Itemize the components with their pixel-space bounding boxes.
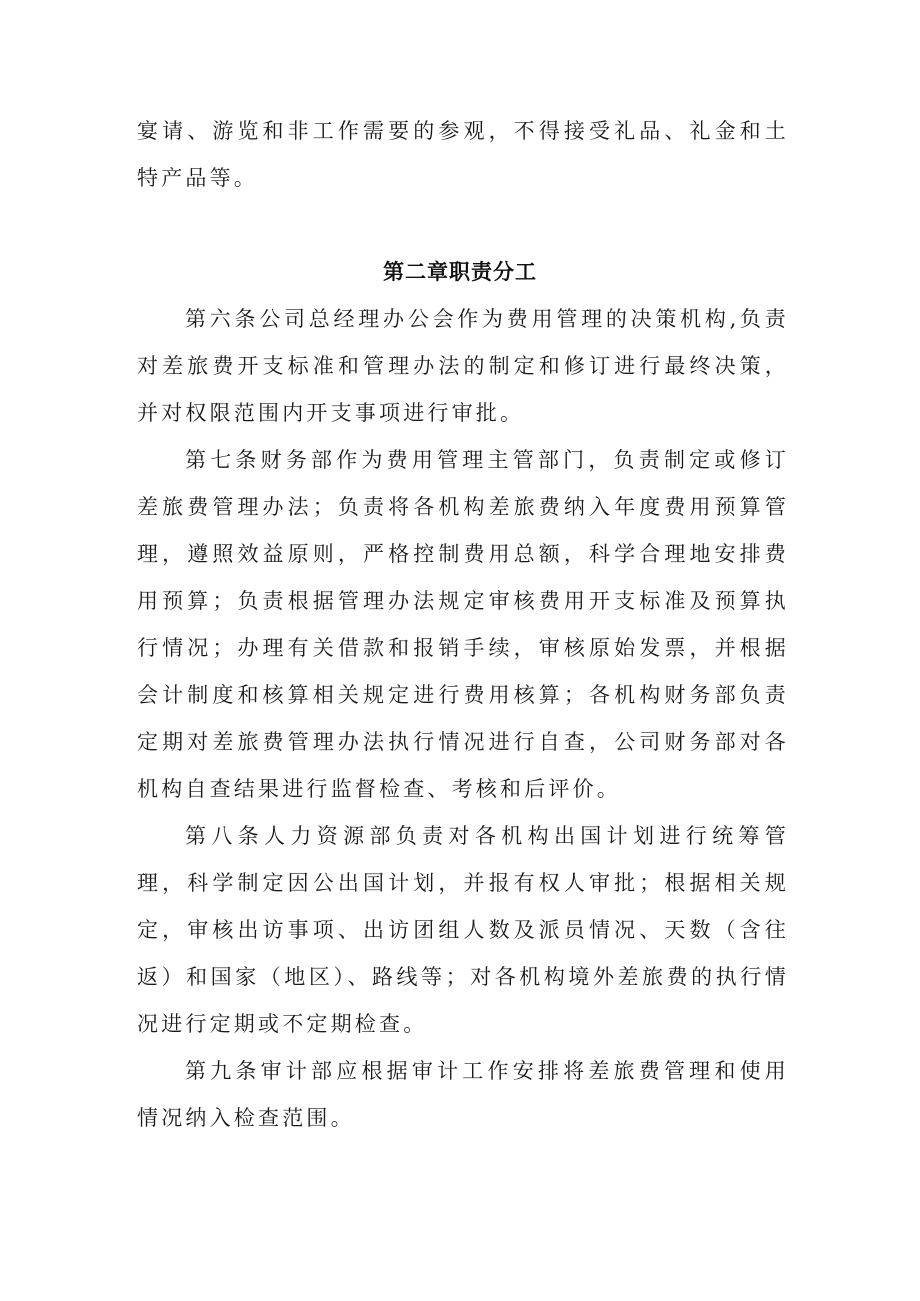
article-9-paragraph: 第九条审计部应根据审计工作安排将差旅费管理和使用情况纳入检查范围。 [137,1059,789,1130]
article-6-paragraph: 第六条公司总经理办公会作为费用管理的决策机构,负责对差旅费开支标准和管理办法的制定和修订进行最终决策，并对权限范围内开支事项进行审批。 [137,307,789,425]
article-8-paragraph: 第八条人力资源部负责对各机构出国计划进行统筹管理，科学制定因公出国计划，并报有权人审批；根据相关规定，审核出访事项、出访团组人数及派员情况、天数（含往返）和国家（地区）、路线等；对各机构境外差旅费的执行情况进行定期或不定期检查。 [137,824,789,1036]
chapter-body [137,296,789,1142]
continuation-paragraph [137,108,789,202]
continuation-text: 宴请、游览和非工作需要的参观，不得接受礼品、礼金和土特产品等。 [137,119,789,190]
chapter-title: 第二章职责分工 [383,260,537,284]
article-7-paragraph: 第七条财务部作为费用管理主管部门，负责制定或修订差旅费管理办法；负责将各机构差旅费纳入年度费用预算管理，遵照效益原则，严格控制费用总额，科学合理地安排费用预算；负责根据管理办法规定审核费用开支标准及预算执行情况；办理有关借款和报销手续，审核原始发票，并根据会计制度和核算相关规定进行费用核算；各机构财务部负责定期对差旅费管理办法执行情况进行自查，公司财务部对各机构自查结果进行监督检查、考核和后评价。 [137,448,789,801]
